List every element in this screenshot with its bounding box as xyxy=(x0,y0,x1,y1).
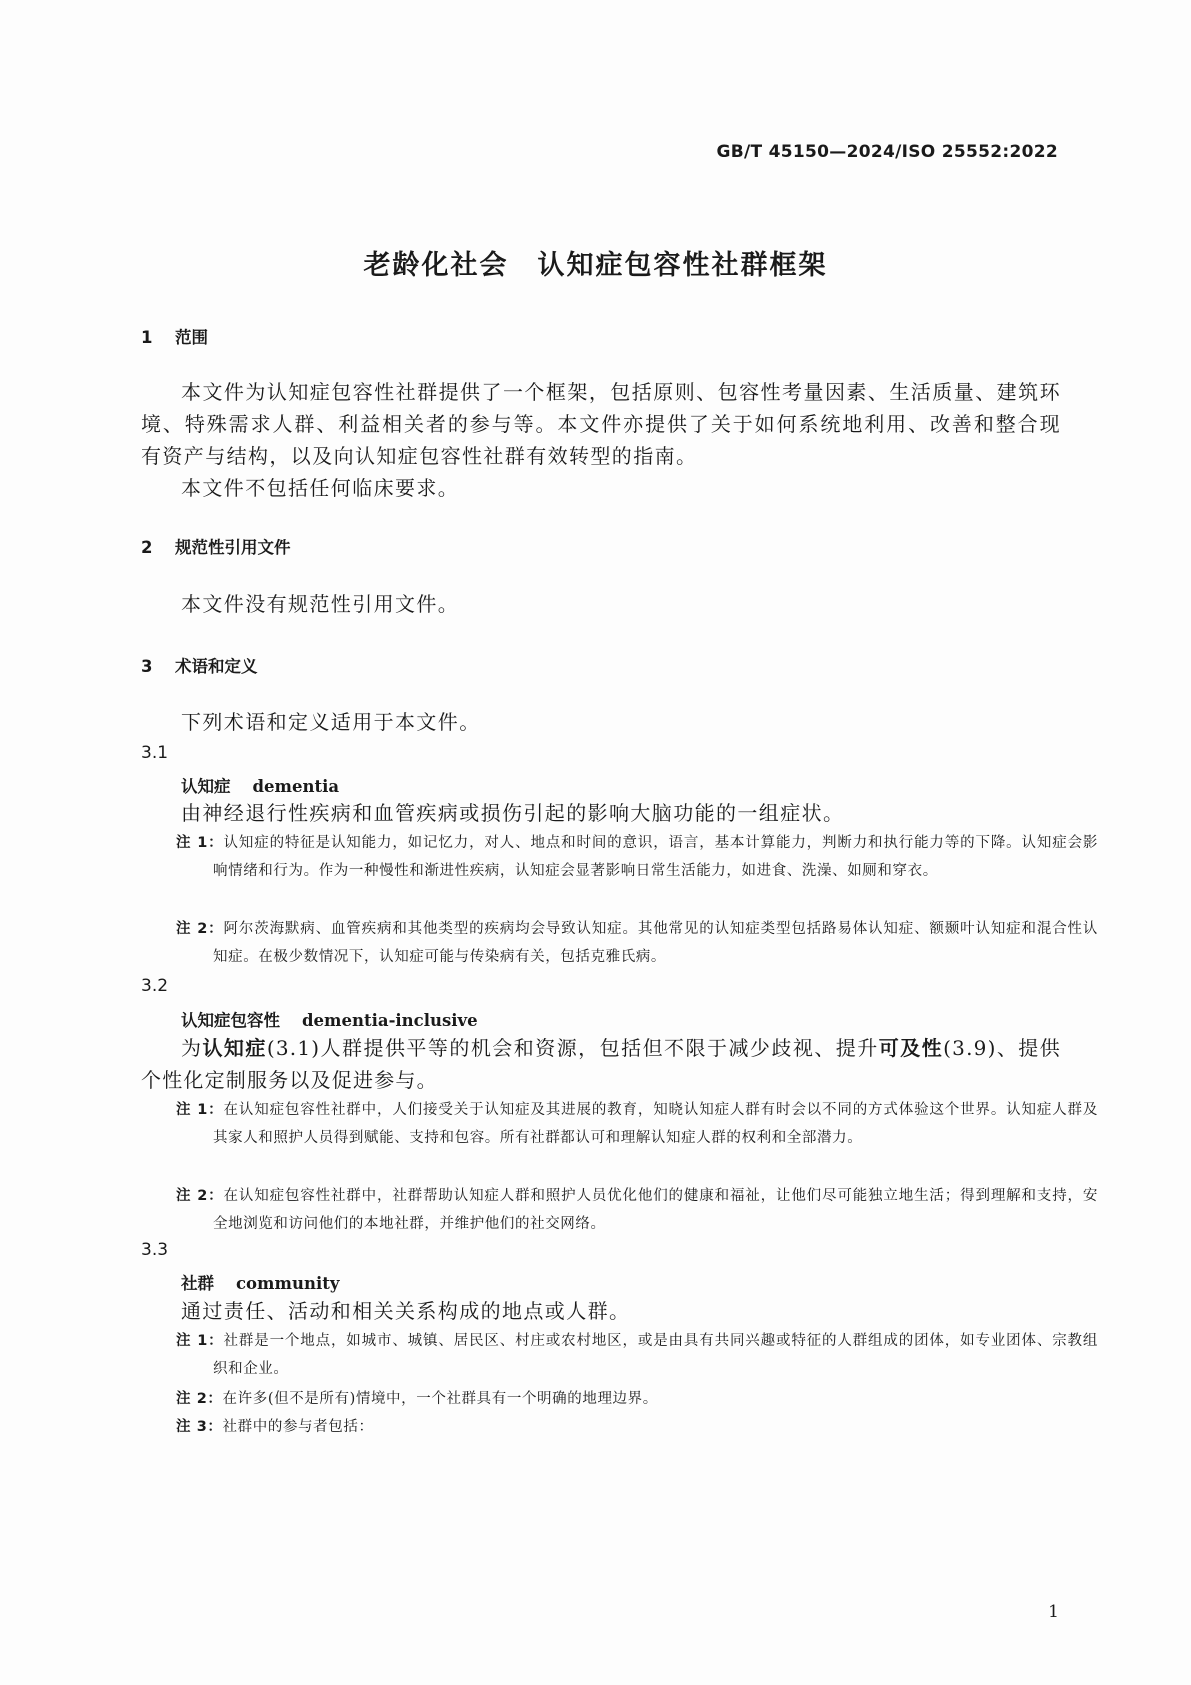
note-text: 认知症的特征是认知能力，如记忆力，对人、地点和时间的意识，语言，基本计算能力，判断力和执行能力等的下降。认知症会影响情绪和行为。作为一种慢性和渐进性疾病，认知症会显著影响日常生活能力，如进食、洗澡、如厕和穿衣。 xyxy=(213,835,1098,879)
term-reference: 认知症 xyxy=(202,1036,267,1060)
note-text: 社群是一个地点，如城市、城镇、居民区、村庄或农村地区，或是由具有共同兴趣或特征的人群组成的团体，如专业团体、宗教组织和企业。 xyxy=(213,1333,1098,1377)
note-label: 注 2： xyxy=(176,1188,224,1204)
term-heading-dementia xyxy=(181,773,339,797)
definition-text: 为 xyxy=(181,1036,203,1060)
section-title: 范围 xyxy=(175,328,208,347)
section-heading-scope xyxy=(141,324,208,348)
section-heading-normative-references xyxy=(141,534,291,558)
term-note xyxy=(176,1182,1098,1238)
terms-intro-paragraph: 下列术语和定义适用于本文件。 xyxy=(181,710,481,734)
standard-number: GB/T 45150—2024/ISO 25552:2022 xyxy=(716,142,1058,162)
term-note xyxy=(176,1385,1098,1413)
definition-text: (3.9)、提供个性化定制服务以及促进参与。 xyxy=(141,1036,1061,1092)
page-number: 1 xyxy=(1048,1602,1059,1622)
term-en: dementia-inclusive xyxy=(302,1011,478,1030)
term-note xyxy=(176,1327,1098,1383)
document-title: 老龄化社会 认知症包容性社群框架 xyxy=(363,250,828,281)
term-zh: 认知症 xyxy=(181,777,231,796)
normative-references-paragraph: 本文件没有规范性引用文件。 xyxy=(181,592,460,616)
section-title: 术语和定义 xyxy=(175,657,258,676)
note-text: 在认知症包容性社群中，人们接受关于认知症及其进展的教育，知晓认知症人群有时会以不同的方式体验这个世界。认知症人群及其家人和照护人员得到赋能、支持和包容。所有社群都认可和理解认知症人群的权利和全部潜力。 xyxy=(213,1102,1098,1146)
note-label: 注 2： xyxy=(176,921,224,937)
term-reference: 可及性 xyxy=(878,1036,944,1060)
note-label: 注 3： xyxy=(176,1419,223,1435)
note-text: 在许多(但不是所有)情境中，一个社群具有一个明确的地理边界。 xyxy=(222,1391,658,1407)
note-text: 社群中的参与者包括： xyxy=(222,1419,374,1435)
note-text: 在认知症包容性社群中，社群帮助认知症人群和照护人员优化他们的健康和福祉，让他们尽可能独立地生活；得到理解和支持，安全地浏览和访问他们的本地社群，并维护他们的社交网络。 xyxy=(213,1188,1098,1232)
section-heading-terms xyxy=(141,653,258,677)
note-label: 注 1： xyxy=(176,1333,224,1349)
term-note xyxy=(176,829,1098,885)
section-number: 1 xyxy=(141,328,153,347)
term-definition: 通过责任、活动和相关关系构成的地点或人群。 xyxy=(181,1299,631,1323)
term-zh: 社群 xyxy=(181,1274,214,1293)
note-label: 注 1： xyxy=(176,835,224,851)
term-definition: 由神经退行性疾病和血管疾病或损伤引起的影响大脑功能的一组症状。 xyxy=(181,801,845,825)
note-label: 注 2： xyxy=(176,1391,223,1407)
term-number: 3.1 xyxy=(141,743,169,763)
term-number: 3.3 xyxy=(141,1240,169,1260)
scope-paragraph: 本文件为认知症包容性社群提供了一个框架，包括原则、包容性考量因素、生活质量、建筑环境、特殊需求人群、利益相关者的参与等。本文件亦提供了关于如何系统地利用、改善和整合现有资产与结构，以及向认知症包容性社群有效转型的指南。 xyxy=(141,380,1061,468)
note-label: 注 1： xyxy=(176,1102,224,1118)
term-zh: 认知症包容性 xyxy=(181,1011,280,1030)
term-heading-community xyxy=(181,1270,339,1294)
term-definition xyxy=(141,1032,1061,1096)
term-note xyxy=(176,915,1098,971)
section-number: 3 xyxy=(141,657,153,676)
term-note xyxy=(176,1096,1098,1152)
term-note xyxy=(176,1413,1098,1441)
term-number: 3.2 xyxy=(141,976,169,996)
note-text: 阿尔茨海默病、血管疾病和其他类型的疾病均会导致认知症。其他常见的认知症类型包括路易体认知症、额颞叶认知症和混合性认知症。在极少数情况下，认知症可能与传染病有关，包括克雅氏病。 xyxy=(213,921,1098,965)
term-en: community xyxy=(236,1274,340,1293)
section-number: 2 xyxy=(141,538,153,557)
scope-exclusion-paragraph: 本文件不包括任何临床要求。 xyxy=(181,476,460,500)
term-en: dementia xyxy=(252,777,340,796)
section-title: 规范性引用文件 xyxy=(175,538,291,557)
term-heading-dementia-inclusive xyxy=(181,1007,478,1031)
definition-text: (3.1)人群提供平等的机会和资源，包括但不限于减少歧视、提升 xyxy=(266,1036,879,1060)
